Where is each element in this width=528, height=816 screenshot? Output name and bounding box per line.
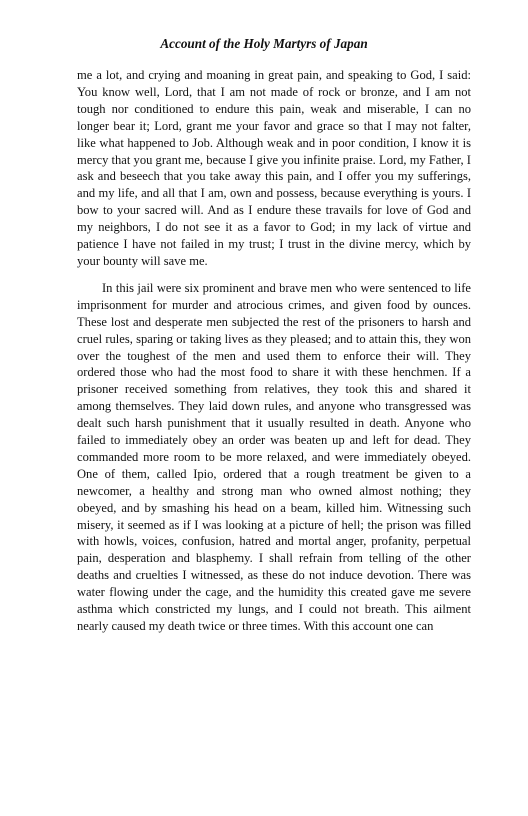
running-head-title: Account of the Holy Martyrs of Japan (160, 36, 368, 51)
body-text (77, 67, 471, 635)
paragraph-jail: In this jail were six prominent and brave men who were sentenced to life imprisonment for murder and atrocious crimes, and given food by ounces. These lost and desperate men subjected the rest of the prisoners to harsh and cruel rules, sparing or taking lives as they pleased; and to attain this, they won over the toughest of the men and used them to enforce their will. They ordered those who had the most food to share it with these henchmen. If a prisoner received something from relatives, they took this and shared it among themselves. They laid down rules, and anyone who transgressed was dealt such harsh punishment that it usually resulted in death. Anyone who failed to immediately obey an order was beaten up and left for dead. They commanded more room to be more relaxed, and were immediately obeyed. One of them, called Ipio, ordered that a rough treatment be given to a newcomer, a healthy and strong man who owned almost nothing; they obeyed, and by smashing his head on a beam, killed him. Witnessing such misery, it seemed as if I was looking at a picture of hell; the prison was filled with howls, voices, confusion, hatred and mortal anger, profanity, perpetual pain, desperation and blasphemy. I shall refrain from telling of the other deaths and cruelties I witnessed, as these do not induce devotion. There was water flowing under the cage, and the humidity this created gave me severe asthma which constricted my lungs, and I could not breath. This ailment nearly caused my death twice or three times. With this account one can (77, 280, 471, 633)
paragraph-continued: me a lot, and crying and moaning in great pain, and speaking to God, I said: You know well, Lord, that I am not made of rock or bronze, and I am not tough nor conditioned to endure this pain, weak and miserable, I can no longer bear it; Lord, grant me your favor and grace so that I may not falter, like what happened to Job. Although weak and in poor condition, I know it is mercy that you grant me, because I give you infinite praise. Lord, my Father, I ask and beseech that you take away this pain, and I offer you my sufferings, and my life, and all that I am, own and possess, because everything is yours. I bow to your sacred will. And as I endure these travails for love of God and my neighbors, I do not see it as a favor to God; in my lack of virtue and patience I have not failed in my trust; I trust in the divine mercy, which by your bounty will save me. (77, 68, 471, 268)
